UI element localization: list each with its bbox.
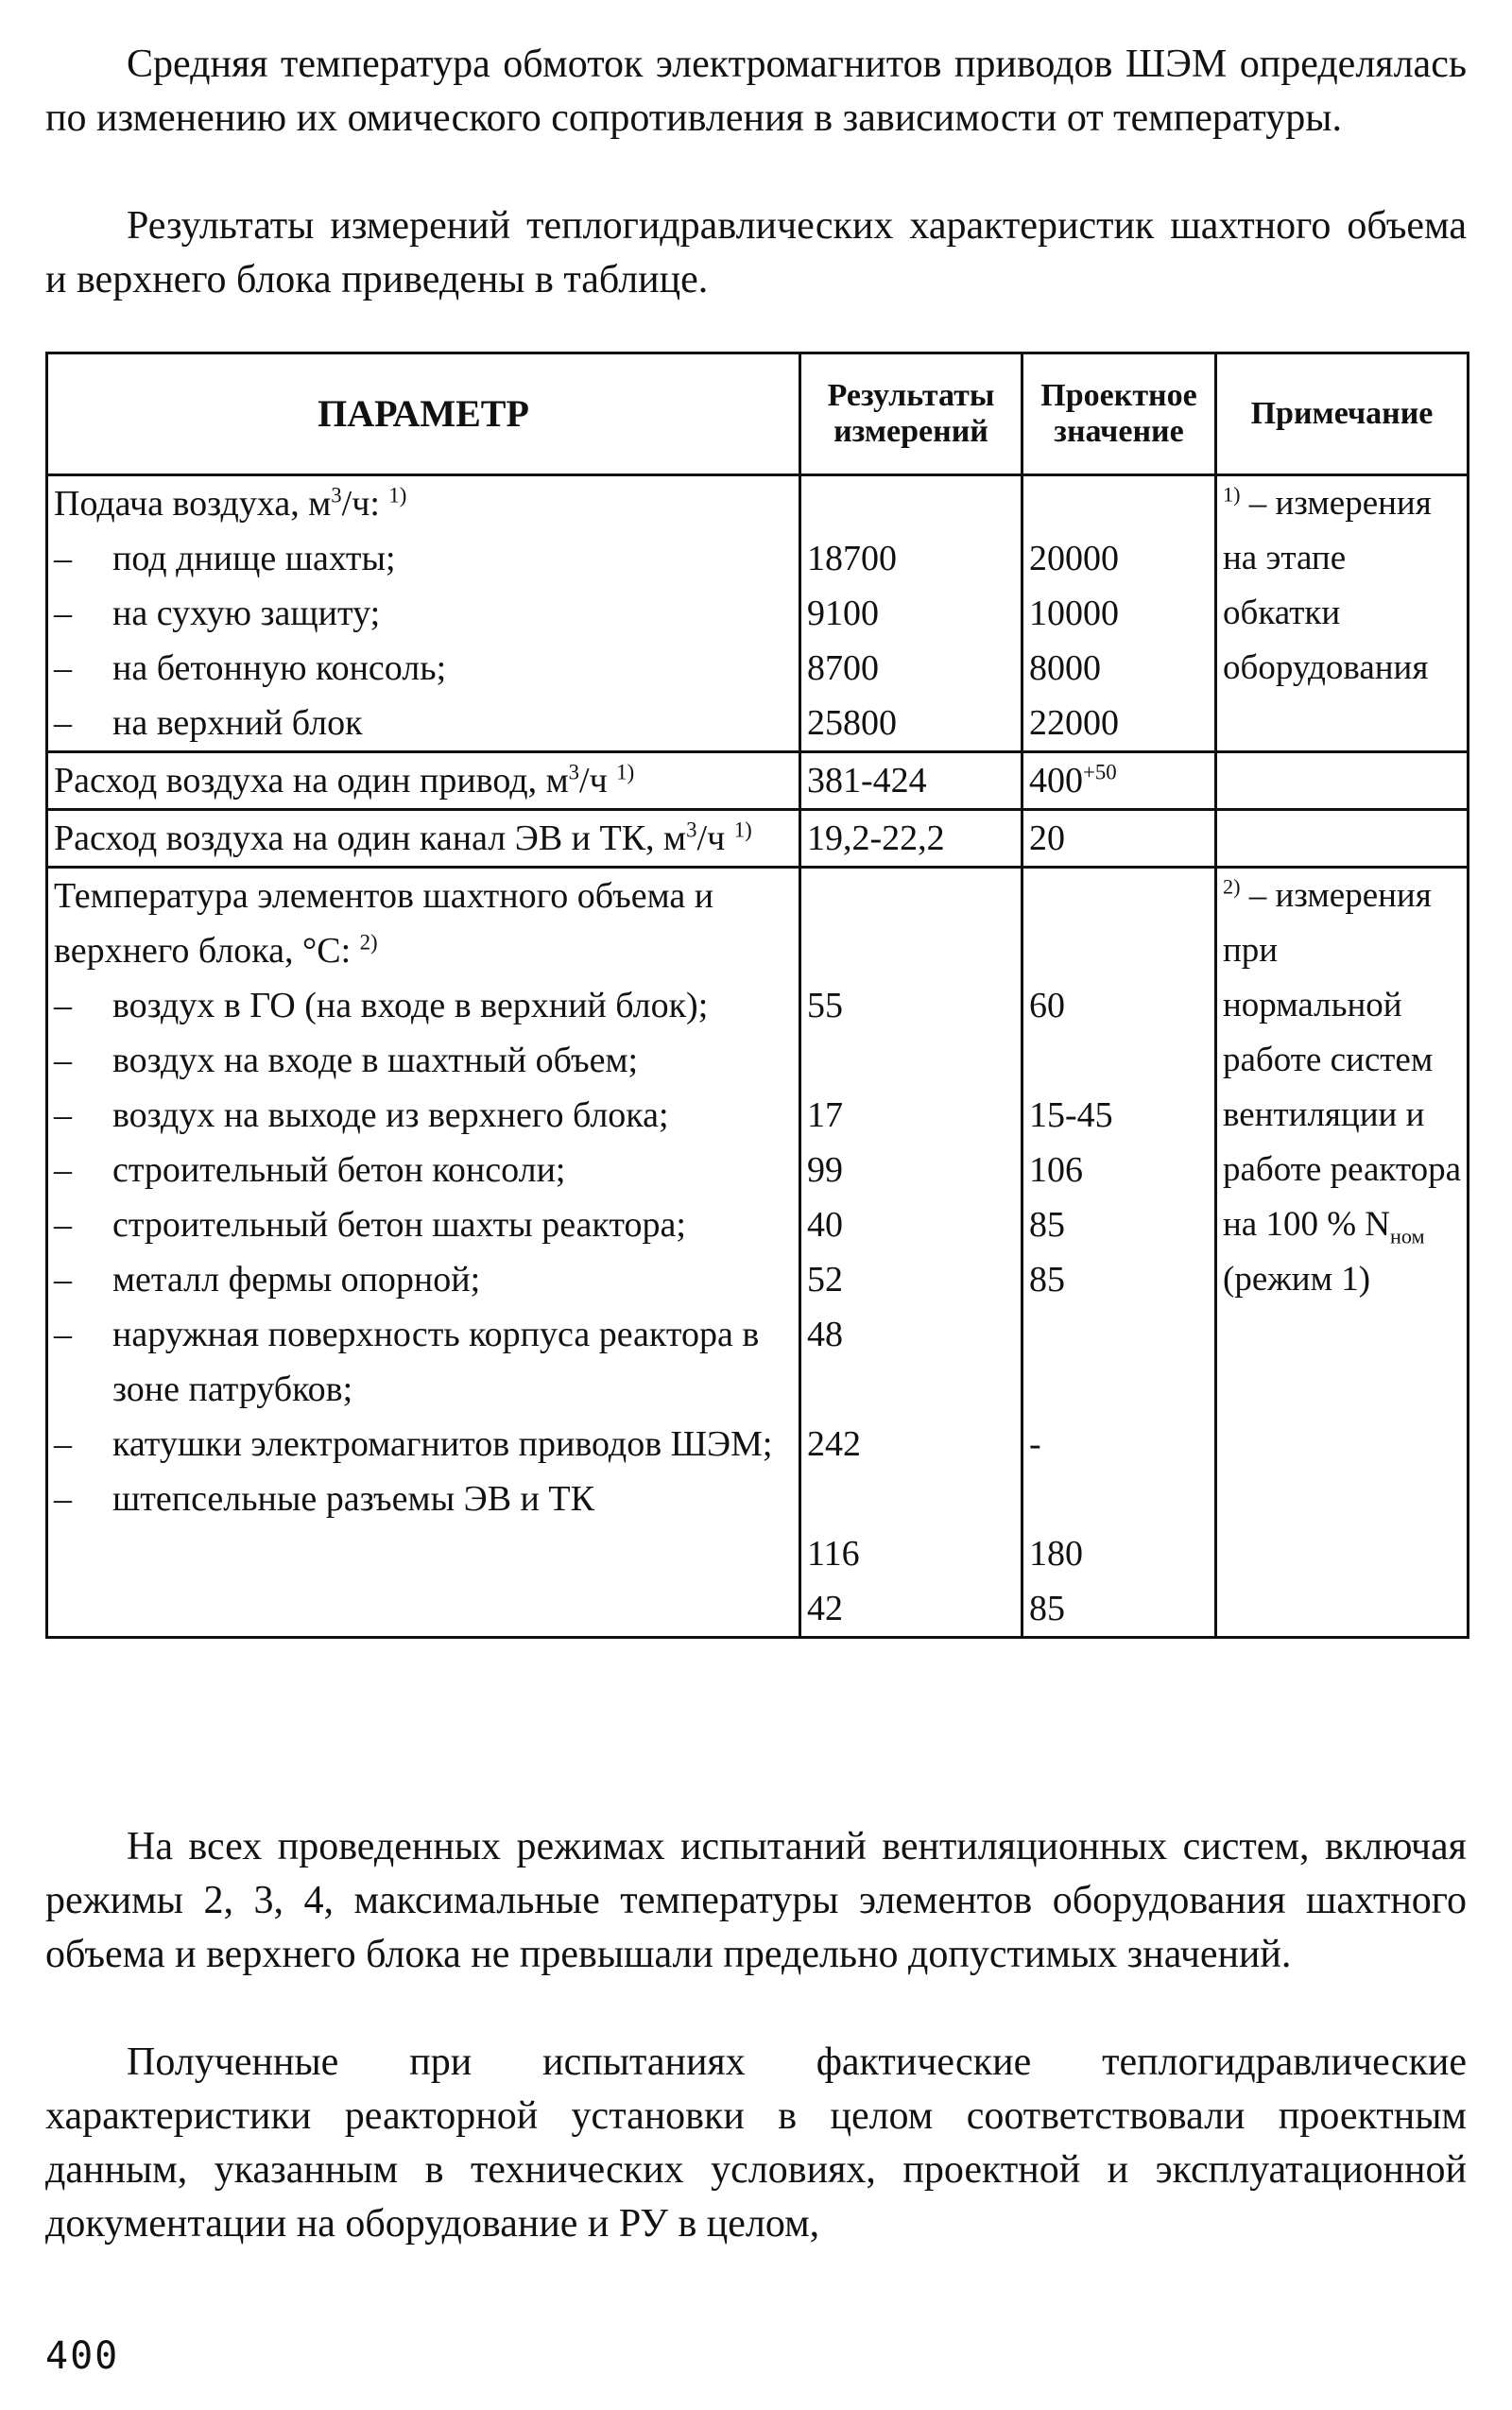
header-results: Результаты измерений [800, 353, 1022, 475]
temperature-title: Температура элементов шахтного объема и верхнего блока, °С: $^{2)}$ [54, 876, 714, 971]
drive-flow-label: Расход воздуха на один привод, $м^3/ч$ $^{1)}$ [47, 752, 800, 810]
list-item: – наружная поверхность корпуса реактора в зоне патрубков; [54, 1315, 760, 1409]
air-supply-measured: 18700 9100 8700 25800 [800, 475, 1022, 752]
list-item: – металл фермы опорной; [54, 1260, 481, 1300]
page-number: 400 [45, 2334, 120, 2378]
channel-flow-label: Расход воздуха на один канал ЭВ и ТК, $м^3/ч$ $^{1)}$ [47, 810, 800, 868]
temperature-note: $^{2)}$ – измерения при нормальной работе систем вентиляции и работе реактора на 100 % $N_{ном}$ (режим 1) [1216, 868, 1469, 1638]
drive-flow-project: $400^{+50}$ [1022, 752, 1216, 810]
list-item: – на верхний блок [54, 703, 363, 743]
table-header-row [47, 353, 1469, 475]
channel-flow-measured: 19,2-22,2 [800, 810, 1022, 868]
paragraph-conclusion-1: На всех проведенных режимах испытаний вентиляционных систем, включая режимы 2, 3, 4, максимальные температуры элементов оборудования шахтного объема и верхнего блока не превышали предельно допустимых значений. [45, 1825, 1467, 1976]
table-row [47, 475, 1469, 752]
temperature-project: 60 15-45 106 85 85 - 180 85 [1022, 868, 1216, 1638]
air-supply-title: Подача воздуха, $м^3/ч$: $^{1)}$ [54, 483, 407, 524]
table-row [47, 752, 1469, 810]
drive-flow-measured: 381-424 [800, 752, 1022, 810]
list-item: – воздух на выходе из верхнего блока; [54, 1095, 669, 1135]
channel-flow-project: 20 [1022, 810, 1216, 868]
drive-flow-note [1216, 752, 1469, 810]
temperature-measured: 55 17 99 40 52 48 242 116 42 [800, 868, 1022, 1638]
air-supply-cell [47, 475, 800, 752]
air-supply-note: $^{1)}$ – измерения на этапе обкатки оборудования [1216, 475, 1469, 752]
temperature-cell [47, 868, 800, 1638]
list-item: – строительный бетон шахты реактора; [54, 1205, 686, 1245]
air-supply-project: 20000 10000 8000 22000 [1022, 475, 1216, 752]
paragraph-intro-1: Средняя температура обмоток электромагнитов приводов ШЭМ определялась по изменению их омического сопротивления в зависимости от температуры. [45, 43, 1467, 140]
table-row [47, 868, 1469, 1638]
list-item: – катушки электромагнитов приводов ШЭМ; [54, 1424, 773, 1464]
list-item: – воздух в ГО (на входе в верхний блок); [54, 986, 709, 1025]
header-project: Проектное значение [1022, 353, 1216, 475]
list-item: – штепсельные разъемы ЭВ и ТК [54, 1479, 594, 1519]
list-item: – строительный бетон консоли; [54, 1150, 566, 1190]
header-parameter: ПАРАМЕТР [47, 353, 800, 475]
header-note: Примечание [1216, 353, 1469, 475]
table-row [47, 810, 1469, 868]
results-table [45, 352, 1469, 1639]
paragraph-conclusion-2: Полученные при испытаниях фактические теплогидравлические характеристики реакторной установки в целом соответствовали проектным данным, указанным в технических условиях, проектной и эксплуатационной документации на оборудование и РУ в целом, [45, 2040, 1467, 2246]
paragraph-intro-2: Результаты измерений теплогидравлических характеристик шахтного объема и верхнего блока приведены в таблице. [45, 204, 1467, 301]
list-item: – воздух на входе в шахтный объем; [54, 1041, 639, 1080]
list-item: – на бетонную консоль; [54, 648, 447, 688]
list-item: – на сухую защиту; [54, 594, 381, 633]
channel-flow-note [1216, 810, 1469, 868]
list-item: – под днище шахты; [54, 539, 396, 578]
